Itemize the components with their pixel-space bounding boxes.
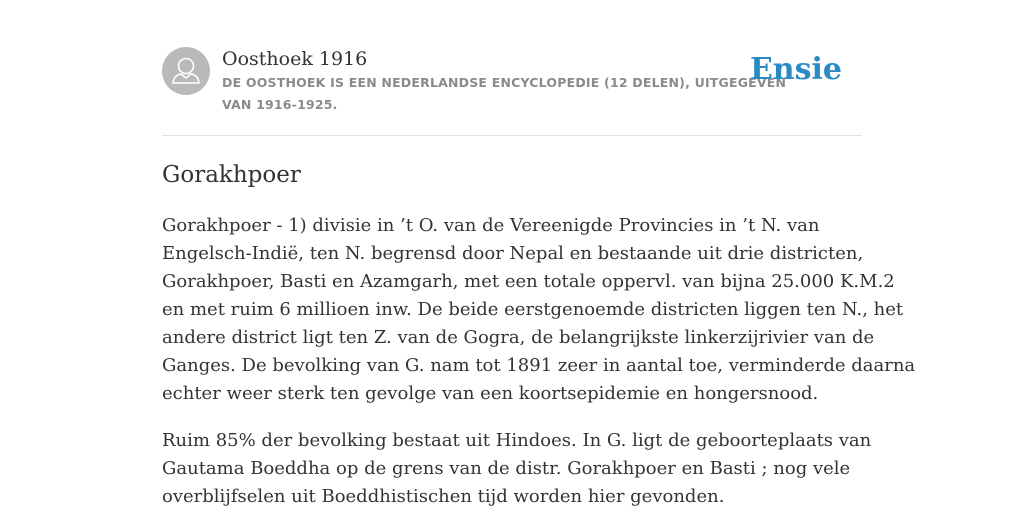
user-silhouette-icon [162,47,210,95]
brand-logo-link[interactable]: Ensie [749,52,842,87]
paragraph-line: overblijfselen uit Boeddhistischen tijd worden hier gevonden. [162,486,725,507]
article-title: Gorakhpoer [162,162,301,188]
paragraph-line: Gorakhpoer, Basti en Azamgarh, met een totale oppervl. van bijna 25.000 K.M.2 [162,271,895,292]
paragraph-line: Gautama Boeddha op de grens van de distr. Gorakhpoer en Basti ; nog vele [162,458,851,479]
paragraph-line: echter weer sterk ten gevolge van een koortsepidemie en hongersnood. [162,383,819,404]
source-description [222,72,787,116]
paragraph-line: en met ruim 6 millioen inw. De beide eerstgenoemde districten liggen ten N., het [162,299,904,320]
article-body [162,212,916,512]
avatar[interactable] [162,47,210,95]
paragraph-line: Engelsch-Indië, ten N. begrensd door Nepal en bestaande uit drie districten, [162,243,864,264]
source-description-line: DE OOSTHOEK IS EEN NEDERLANDSE ENCYCLOPEDIE (12 DELEN), UITGEGEVEN [222,75,787,90]
header-divider [162,135,862,136]
paragraph-line: andere district ligt ten Z. van de Gogra, de belangrijkste linkerzijrivier van de [162,327,875,348]
source-header [162,46,862,118]
paragraph-line: Gorakhpoer - 1) divisie in ’t O. van de Vereenigde Provincies in ’t N. van [162,215,820,236]
paragraph-line: Ruim 85% der bevolking bestaat uit Hindoes. In G. ligt de geboorteplaats van [162,430,872,451]
paragraph-line: Ganges. De bevolking van G. nam tot 1891 zeer in aantal toe, verminderde daarna [162,355,916,376]
article-paragraph [162,427,874,511]
article-paragraph [162,212,916,408]
source-description-line: VAN 1916-1925. [222,97,338,112]
source-title[interactable]: Oosthoek 1916 [222,48,368,70]
